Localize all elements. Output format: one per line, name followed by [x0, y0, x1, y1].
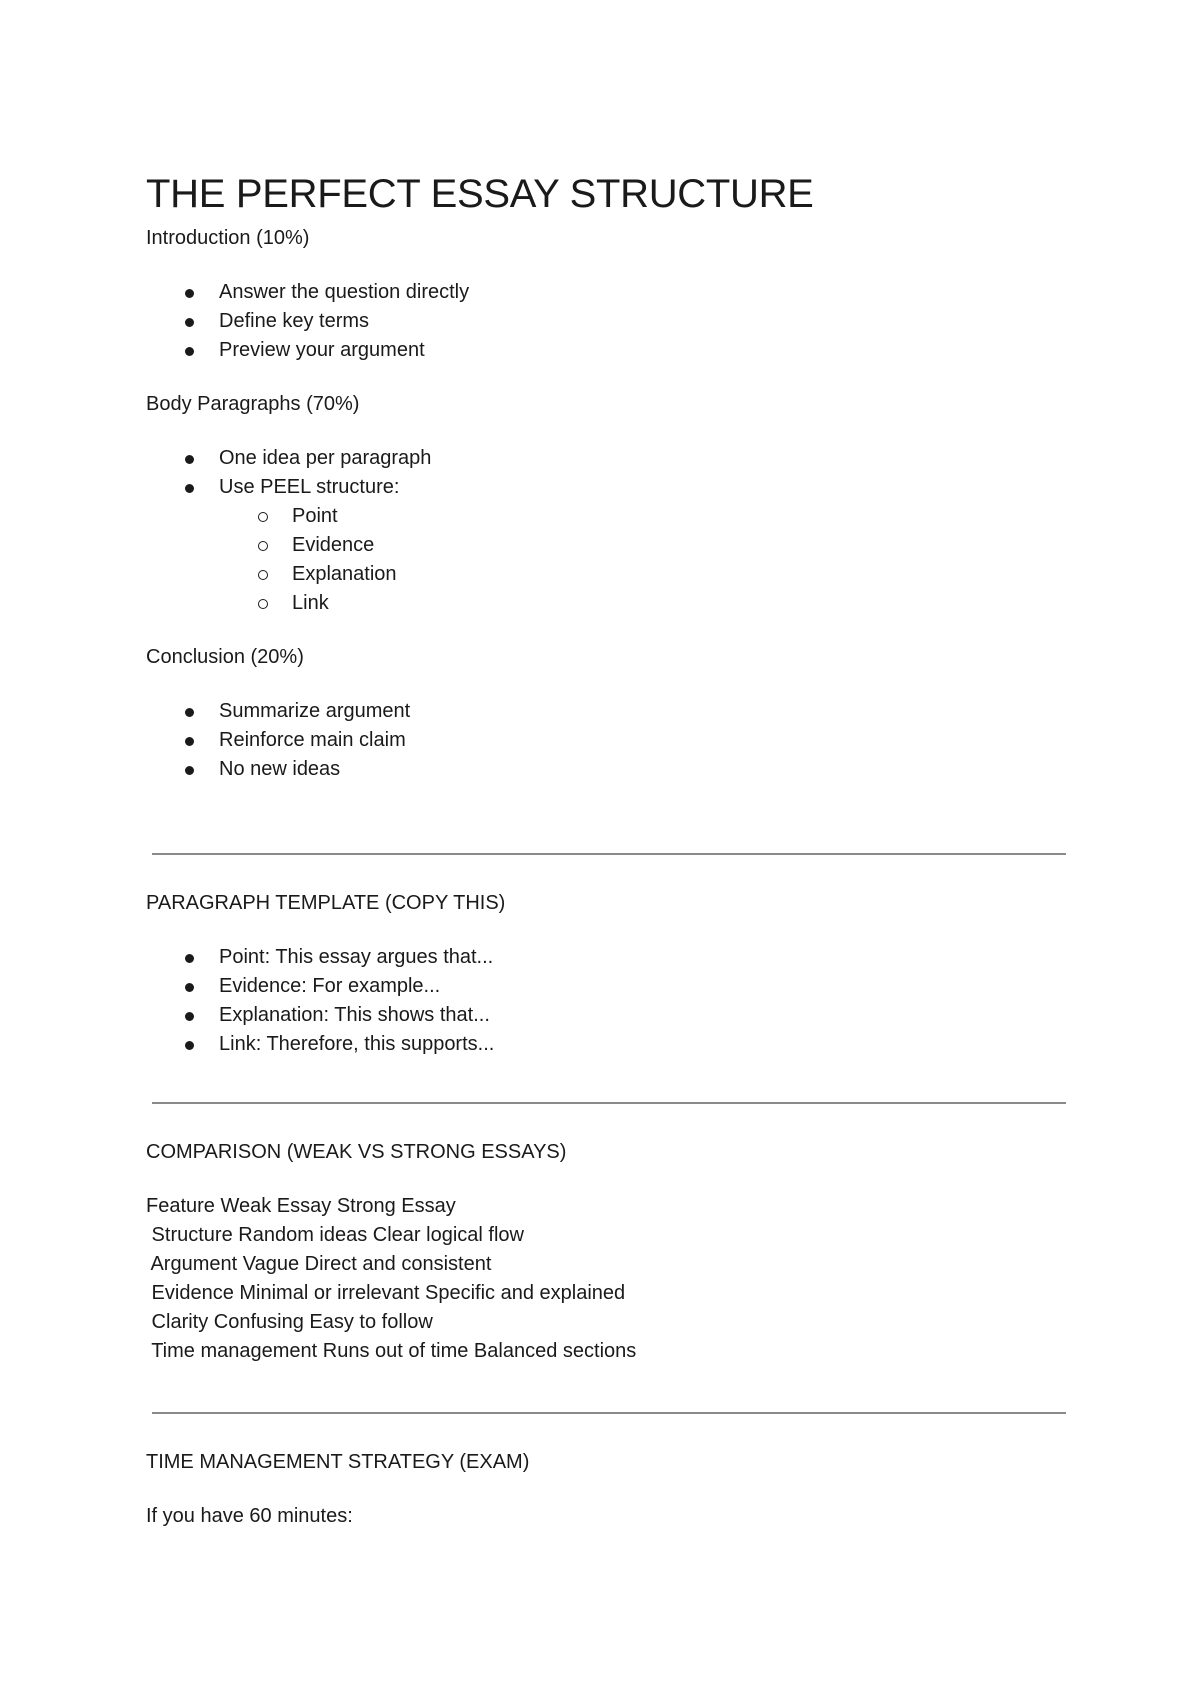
- comparison-row: Clarity Confusing Easy to follow: [146, 1311, 433, 1333]
- horizontal-divider: [152, 1102, 1066, 1104]
- bullet-icon: [185, 1041, 194, 1050]
- time-intro: If you have 60 minutes:: [146, 1505, 353, 1527]
- sub-list-item: Evidence: [292, 531, 374, 559]
- comparison-row: Time management Runs out of time Balanced sections: [146, 1340, 637, 1362]
- list-item: Explanation: This shows that...: [219, 1001, 490, 1029]
- bullet-icon: [185, 455, 194, 464]
- bullet-icon: [185, 289, 194, 298]
- list-item: Link: Therefore, this supports...: [219, 1030, 494, 1058]
- sub-list-item: Link: [292, 589, 329, 617]
- template-heading: PARAGRAPH TEMPLATE (COPY THIS): [146, 892, 506, 914]
- hollow-bullet-icon: [258, 570, 268, 580]
- body-heading: Body Paragraphs (70%): [146, 393, 360, 415]
- list-item: Define key terms: [219, 307, 369, 335]
- hollow-bullet-icon: [258, 512, 268, 522]
- bullet-icon: [185, 318, 194, 327]
- sub-list-item: Point: [292, 502, 338, 530]
- hollow-bullet-icon: [258, 599, 268, 609]
- list-item: No new ideas: [219, 755, 340, 783]
- bullet-icon: [185, 737, 194, 746]
- comparison-row: Evidence Minimal or irrelevant Specific and explained: [146, 1282, 626, 1304]
- list-item: Summarize argument: [219, 697, 410, 725]
- hollow-bullet-icon: [258, 541, 268, 551]
- comparison-heading: COMPARISON (WEAK VS STRONG ESSAYS): [146, 1141, 567, 1163]
- comparison-row: Argument Vague Direct and consistent: [146, 1253, 492, 1275]
- list-item: Evidence: For example...: [219, 972, 440, 1000]
- comparison-row: Structure Random ideas Clear logical flow: [146, 1224, 524, 1246]
- bullet-icon: [185, 766, 194, 775]
- bullet-icon: [185, 983, 194, 992]
- horizontal-divider: [152, 853, 1066, 855]
- bullet-icon: [185, 484, 194, 493]
- list-item: One idea per paragraph: [219, 444, 431, 472]
- list-item: Reinforce main claim: [219, 726, 406, 754]
- list-item: Answer the question directly: [219, 278, 469, 306]
- list-item: Point: This essay argues that...: [219, 943, 493, 971]
- horizontal-divider: [152, 1412, 1066, 1414]
- list-item: Preview your argument: [219, 336, 425, 364]
- bullet-icon: [185, 708, 194, 717]
- time-heading: TIME MANAGEMENT STRATEGY (EXAM): [146, 1451, 530, 1473]
- list-item: Use PEEL structure:: [219, 473, 399, 501]
- introduction-heading: Introduction (10%): [146, 227, 310, 249]
- conclusion-heading: Conclusion (20%): [146, 646, 304, 668]
- bullet-icon: [185, 954, 194, 963]
- bullet-icon: [185, 1012, 194, 1021]
- comparison-row: Feature Weak Essay Strong Essay: [146, 1195, 456, 1217]
- document-title: THE PERFECT ESSAY STRUCTURE: [146, 172, 814, 216]
- bullet-icon: [185, 347, 194, 356]
- sub-list-item: Explanation: [292, 560, 397, 588]
